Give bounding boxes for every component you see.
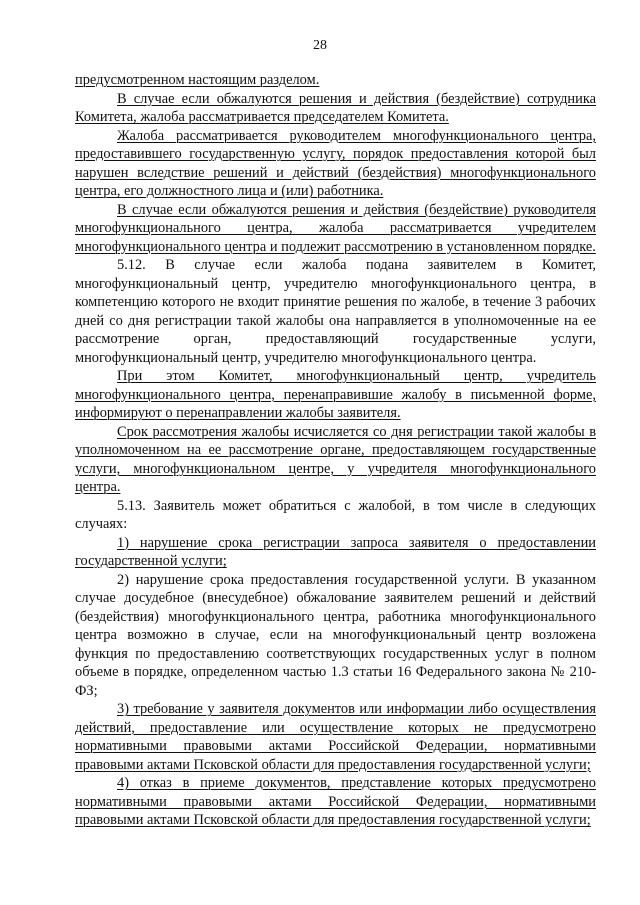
paragraph-5-13 — [75, 497, 596, 534]
paragraph-text: предусмотренном настоящим разделом. — [75, 72, 320, 88]
paragraph-text: В случае если обжалуются решения и действия (бездействие) руководителя многофункционального центра, жалоба рассматривается учредителем многофункционального центра и подлежит рассмотрению в установленном порядке. — [75, 201, 596, 255]
paragraph-mfc-head — [75, 127, 596, 201]
paragraph-continuation — [75, 71, 596, 90]
paragraph-review-period — [75, 423, 596, 497]
list-item-1 — [75, 534, 596, 571]
paragraph-text: Срок рассмотрения жалобы исчисляется со дня регистрации такой жалобы в уполномоченном на ее рассмотрение органе, предоставляющем государственные услуги, многофункциональном центре, у учредителя многофункционального центра. — [75, 423, 596, 495]
paragraph-text: Жалоба рассматривается руководителем многофункционального центра, предоставившего государственную услугу, порядок предоставления которой был нарушен вследствие решений и действий (бездействия) многофункционального центра, его должностного лица и (или) работника. — [75, 127, 596, 199]
paragraph-redirect-notice — [75, 367, 596, 423]
list-item-4 — [75, 774, 596, 830]
list-item-3 — [75, 700, 596, 774]
paragraph-text: 5.13. Заявитель может обратиться с жалобой, в том числе в следующих случаях: — [75, 497, 596, 532]
page-number: 28 — [313, 38, 327, 53]
document-body — [75, 71, 596, 830]
paragraph-text: 1) нарушение срока регистрации запроса заявителя о предоставлении государственной услуги; — [75, 534, 596, 569]
paragraph-mfc-founder — [75, 201, 596, 257]
paragraph-text: 4) отказ в приеме документов, представление которых предусмотрено нормативными правовыми актами Российской Федерации, нормативными правовыми актами Псковской области для предоставления государственной услуги; — [75, 775, 596, 828]
paragraph-text: При этом Комитет, многофункциональный центр, учредитель многофункционального центра, перенаправившие жалобу в письменной форме, информируют о перенаправлении жалобы заявителя. — [75, 368, 596, 421]
paragraph-text: 3) требование у заявителя документов или информации либо осуществления действий, предоставление или осуществление которых не предусмотрено нормативными правовыми актами Российской Федерации, нормативными правовыми актами Псковской области для предоставления государственной услуги; — [75, 701, 596, 773]
paragraph-committee-employee — [75, 90, 596, 127]
paragraph-text: В случае если обжалуются решения и действия (бездействие) сотрудника Комитета, жалоба рассматривается председателем Комитета. — [75, 90, 596, 125]
list-item-2 — [75, 571, 596, 701]
paragraph-text: 5.12. В случае если жалоба подана заявителем в Комитет, многофункциональный центр, учредителю многофункционального центра, в компетенцию которого не входит принятие решения по жалобе, в течение 3 рабочих дней со дня регистрации такой жалобы она направляется в уполномоченные на ее рассмотрение орган, предоставляющий государственные услуги, многофункциональный центр, учредителю многофункционального центра. — [75, 257, 596, 366]
paragraph-5-12 — [75, 256, 596, 367]
paragraph-text: 2) нарушение срока предоставления государственной услуги. В указанном случае досудебное (внесудебное) обжалование заявителем решений и действий (бездействия) многофункционального центра, работника многофункционального центра возможно в случае, если на многофункциональный центр возложена функция по предоставлению соответствующих государственных услуг в полном объеме в порядке, определенном частью 1.3 статьи 16 Федерального закона № 210-ФЗ; — [75, 571, 596, 699]
